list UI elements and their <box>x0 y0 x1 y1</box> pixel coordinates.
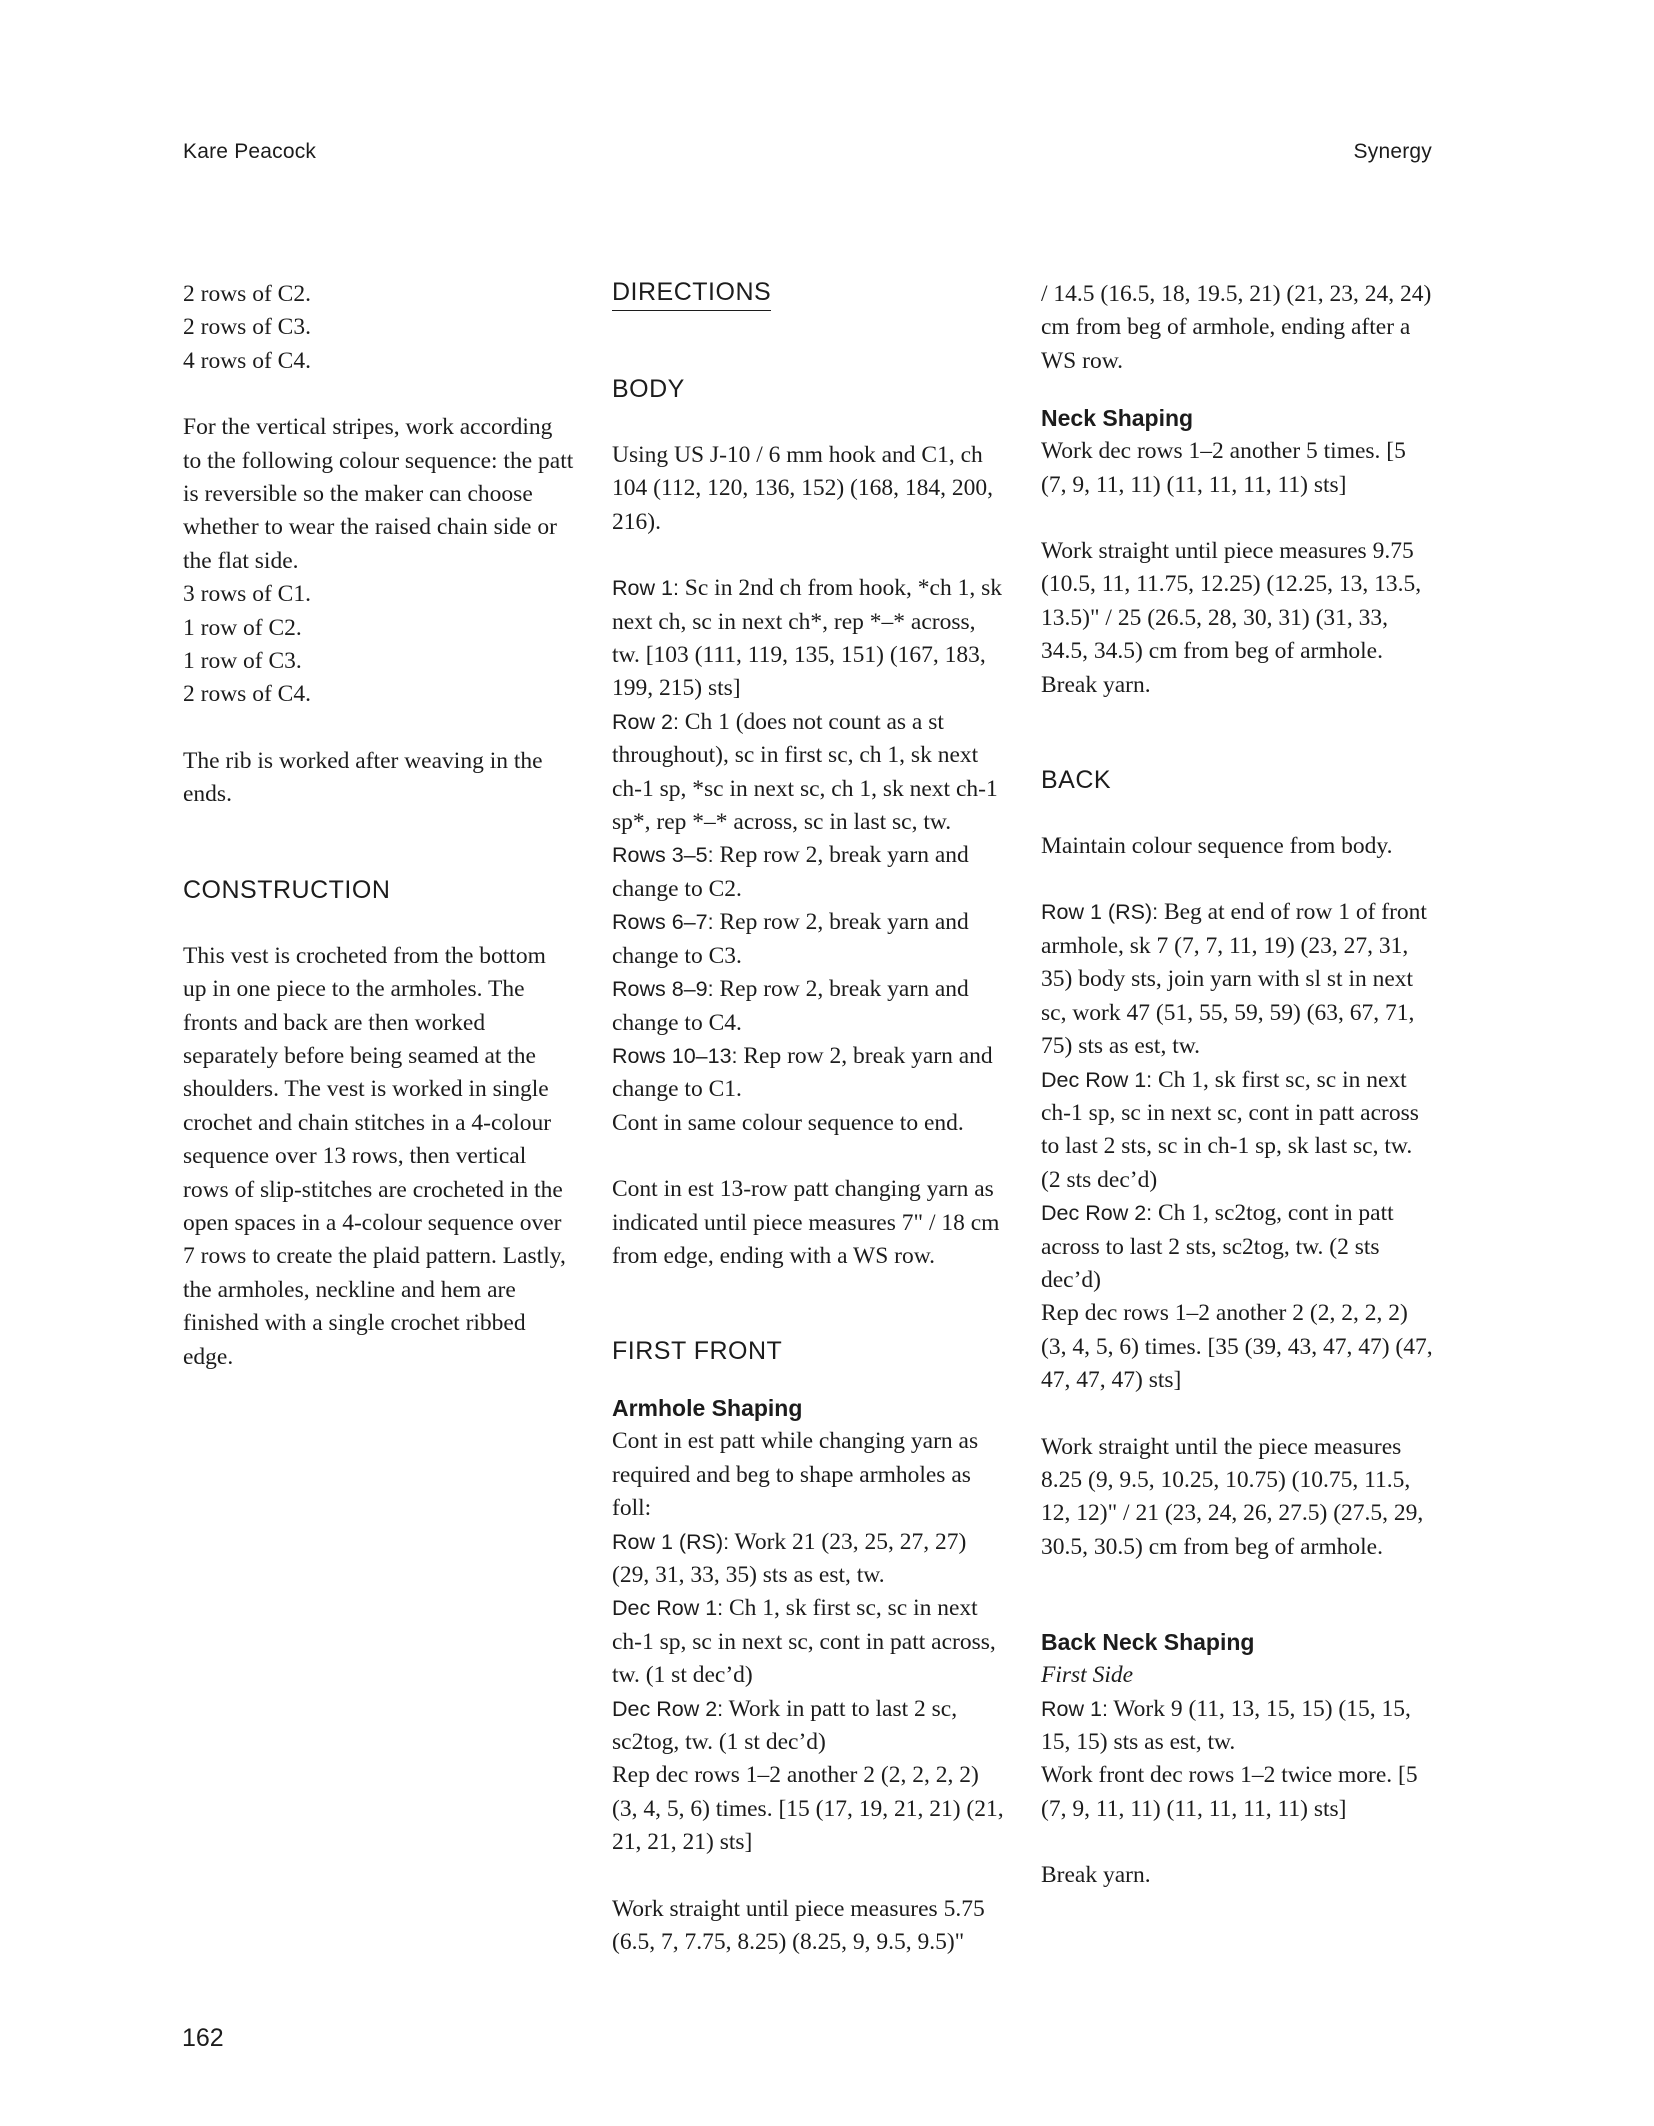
first-side-label: First Side <box>1041 1662 1134 1689</box>
back-neck-front-dec: Work front dec rows 1–2 twice more. [5 (7, 9, 11, 11) (11, 11, 11, 11) sts] <box>1041 1762 1418 1822</box>
row-text: Ch 1 (does not count as a st throughout), sc in first sc, ch 1, sk next ch-1 sp, *sc in next sc, ch 1, sk next ch-1 sp*, rep *–* across, sc in last sc, tw. <box>612 708 998 836</box>
back-rep-dec: Rep dec rows 1–2 another 2 (2, 2, 2, 2) (3, 4, 5, 6) times. [35 (39, 43, 47, 47) (47, 47, 47, 47) sts] <box>1041 1300 1433 1394</box>
column-1 <box>183 278 575 1374</box>
running-head-title: Synergy <box>1353 140 1432 163</box>
back-work-straight: Work straight until the piece measures 8.25 (9, 9.5, 10.25, 10.75) (10.75, 11.5, 12, 12)" / 21 (23, 24, 26, 27.5) (27.5, 29, 30.5, 30.5) cm from beg of armhole. <box>1041 1433 1424 1560</box>
body-intro: Using US J-10 / 6 mm hook and C1, ch 104 (112, 120, 136, 152) (168, 184, 200, 216). <box>612 442 993 535</box>
vertical-row-c3: 1 row of C3. <box>183 648 302 675</box>
back-neck-row-1-instruction <box>1041 1693 1433 1760</box>
rows-10-13-instruction <box>612 1040 1004 1107</box>
vertical-row-c4: 2 rows of C4. <box>183 681 311 708</box>
column-2 <box>612 278 1004 1959</box>
back-dec-row-1-instruction <box>1041 1064 1433 1198</box>
cont-same-sequence: Cont in same colour sequence to end. <box>612 1109 964 1136</box>
row-text: Rep row 2, break yarn and change to C2. <box>612 842 969 902</box>
construction-text: This vest is crocheted from the bottom up in one piece to the armholes. The fronts and back are then worked separately before being seamed at the shoulders. The vest is worked in single crochet and chain stitches in a 4-colour sequence over 13 rows, then vertical rows of slip-stitches are crocheted in the open spaces in a 4-colour sequence over 7 rows to create the plaid pattern. Lastly, the armholes, neckline and hem are finished with a single crochet ribbed edge. <box>183 942 566 1370</box>
row-1-instruction <box>612 572 1004 706</box>
back-dec-row-2-instruction <box>1041 1197 1433 1297</box>
row-text: Work in patt to last 2 sc, sc2tog, tw. (1 st dec’d) <box>612 1695 958 1755</box>
vertical-stripes-intro: For the vertical stripes, work according to the following colour sequence: the patt is reversible so the maker can choose whether to wear the raised chain side or the flat side. <box>183 414 574 574</box>
row-text: Rep row 2, break yarn and change to C3. <box>612 909 969 969</box>
row-label: Row 1 (RS): <box>612 1529 730 1554</box>
row-label: Row 1 (RS): <box>1041 900 1159 925</box>
colour-row-c2: 2 rows of C2. <box>183 281 311 307</box>
neck-shaping-text: Work dec rows 1–2 another 5 times. [5 (7, 9, 11, 11) (11, 11, 11, 11) sts] <box>1041 438 1406 498</box>
neck-shaping-heading: Neck Shaping <box>1041 405 1194 432</box>
rows-6-7-instruction <box>612 906 1004 973</box>
row-label: Dec Row 2: <box>612 1696 724 1721</box>
front-work-straight: Work straight until piece measures 5.75 (6.5, 7, 7.75, 8.25) (8.25, 9, 9.5, 9.5)" <box>612 1895 985 1956</box>
body-heading: BODY <box>612 375 685 403</box>
vertical-row-c1: 3 rows of C1. <box>183 581 311 608</box>
row-label: Dec Row 1: <box>1041 1067 1153 1092</box>
row-text: Work 21 (23, 25, 27, 27) (29, 31, 33, 35) sts as est, tw. <box>612 1528 967 1588</box>
row-text: Sc in 2nd ch from hook, *ch 1, sk next ch, sc in next ch*, rep *–* across, tw. [103 (111, 119, 135, 151) (167, 183, 199, 215) sts] <box>612 575 1003 702</box>
directions-heading: DIRECTIONS <box>612 278 771 311</box>
rows-8-9-instruction <box>612 973 1004 1040</box>
row-text: Rep row 2, break yarn and change to C4. <box>612 976 969 1036</box>
back-neck-shaping-heading: Back Neck Shaping <box>1041 1629 1255 1656</box>
row-label: Rows 8–9: <box>612 977 714 1002</box>
row-text: Beg at end of row 1 of front armhole, sk 7 (7, 7, 11, 19) (23, 27, 31, 35) body sts, join yarn with sl st in next sc, work 47 (51, 55, 59, 59) (63, 67, 71, 75) sts as est, tw. <box>1041 899 1427 1060</box>
row-text: Ch 1, sk first sc, sc in next ch-1 sp, sc in next sc, cont in patt across, tw. (1 st dec’d) <box>612 1595 996 1689</box>
rows-3-5-instruction <box>612 839 1004 906</box>
front-dec-row-2-instruction <box>612 1693 1004 1760</box>
row-text: Ch 1, sk first sc, sc in next ch-1 sp, sc in next sc, cont in patt across to last 2 sts, sc in ch-1 sp, sk last sc, tw. (2 sts dec’d) <box>1041 1066 1419 1193</box>
row-label: Row 1: <box>612 576 679 601</box>
row-text: Work 9 (11, 13, 15, 15) (15, 15, 15, 15) sts as est, tw. <box>1041 1695 1411 1755</box>
row-label: Dec Row 2: <box>1041 1201 1153 1226</box>
row-text: Ch 1, sc2tog, cont in patt across to last 2 sts, sc2tog, tw. (2 sts dec’d) <box>1041 1200 1394 1293</box>
row-label: Rows 10–13: <box>612 1043 738 1068</box>
armhole-intro: Cont in est patt while changing yarn as required and beg to shape armholes as foll: <box>612 1428 979 1522</box>
front-row-1-instruction <box>612 1526 1004 1593</box>
colour-row-c3: 2 rows of C3. <box>183 314 311 341</box>
row-2-instruction <box>612 706 1004 840</box>
running-head-author: Kare Peacock <box>183 140 317 163</box>
row-label: Rows 6–7: <box>612 910 714 935</box>
page-number: 162 <box>182 2024 224 2052</box>
vertical-row-c2: 1 row of C2. <box>183 614 302 641</box>
front-work-straight-cont: / 14.5 (16.5, 18, 19.5, 21) (21, 23, 24, 24) cm from beg of armhole, ending after a WS row. <box>1041 281 1432 374</box>
row-text: Rep row 2, break yarn and change to C1. <box>612 1042 993 1103</box>
break-yarn-note: Break yarn. <box>1041 1862 1151 1889</box>
back-intro: Maintain colour sequence from body. <box>1041 833 1393 860</box>
back-heading: BACK <box>1041 766 1112 795</box>
cont-est-pattern: Cont in est 13-row patt changing yarn as indicated until piece measures 7" / 18 cm from edge, ending with a WS row. <box>612 1176 1000 1269</box>
armhole-shaping-heading: Armhole Shaping <box>612 1395 803 1422</box>
front-dec-row-1-instruction <box>612 1592 1004 1692</box>
row-label: Rows 3–5: <box>612 843 714 868</box>
column-3 <box>1041 278 1433 1893</box>
first-front-heading: FIRST FRONT <box>612 1337 783 1366</box>
row-label: Dec Row 1: <box>612 1596 724 1621</box>
row-label: Row 2: <box>612 709 679 734</box>
front-rep-dec: Rep dec rows 1–2 another 2 (2, 2, 2, 2) (3, 4, 5, 6) times. [15 (17, 19, 21, 21) (21, 21, 21, 21) sts] <box>612 1762 1004 1856</box>
rib-note: The rib is worked after weaving in the ends. <box>183 747 543 808</box>
neck-work-straight: Work straight until piece measures 9.75 (10.5, 11, 11.75, 12.25) (12.25, 13, 13.5, 13.5)" / 25 (26.5, 28, 30, 31) (31, 33, 34.5, 34.5) cm from beg of armhole. Break yarn. <box>1041 538 1422 698</box>
row-label: Row 1: <box>1041 1696 1108 1721</box>
colour-row-c4: 4 rows of C4. <box>183 347 311 374</box>
back-row-1-instruction <box>1041 896 1433 1063</box>
construction-heading: CONSTRUCTION <box>183 875 391 904</box>
